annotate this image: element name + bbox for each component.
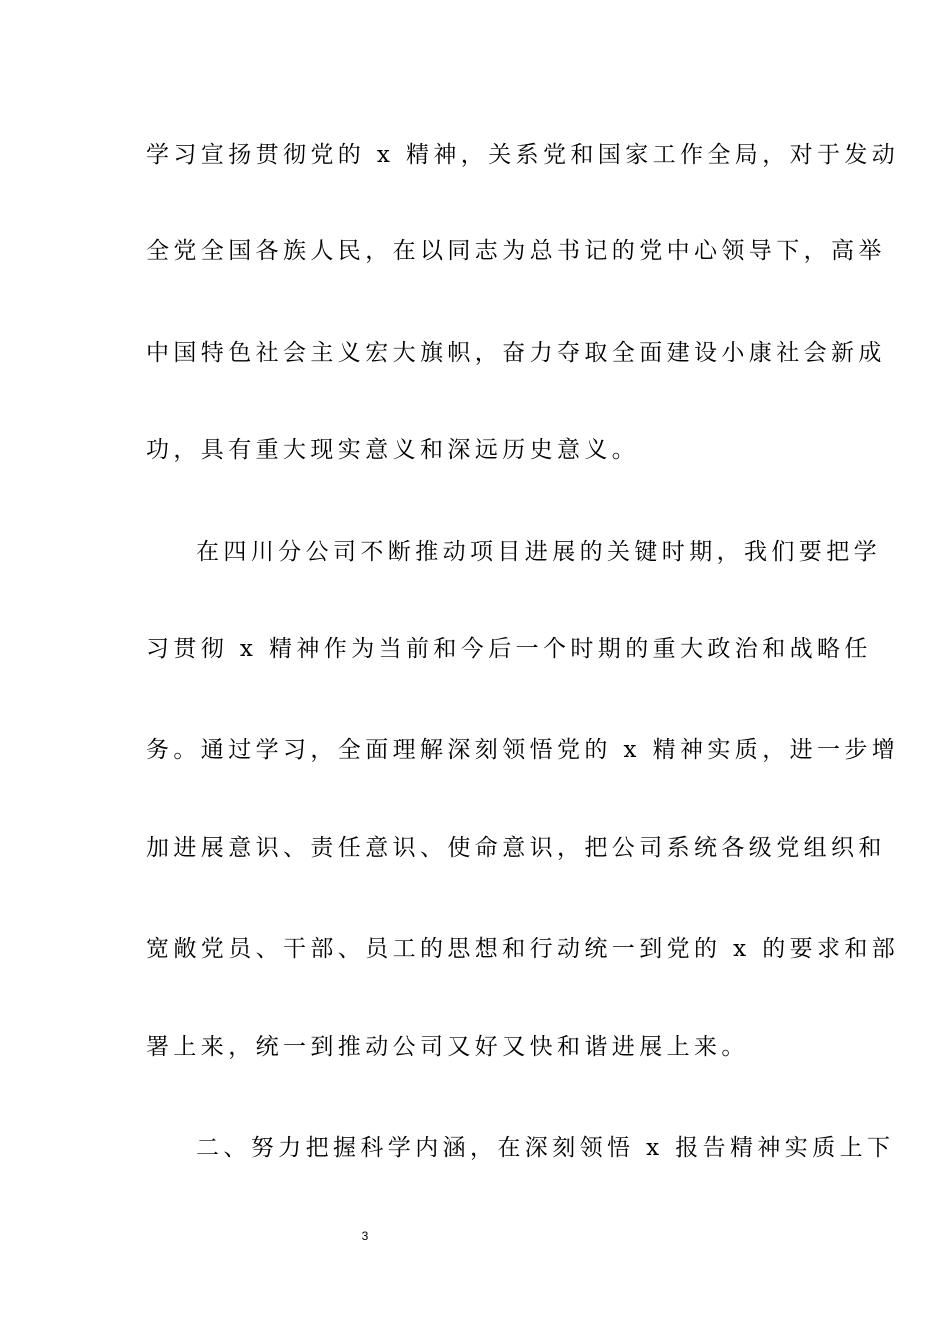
paragraph-2-line-1: 在四川分公司不断推动项目进展的关键时期，我们要把学: [196, 539, 881, 565]
paragraph-1-line-4: 功，具有重大现实意义和深远历史意义。: [146, 437, 640, 463]
paragraph-2-line-2: 习贯彻 x 精神作为当前和今后一个时期的重大政治和战略任: [146, 636, 872, 662]
paragraph-3-line-1: 二、努力把握科学内涵，在深刻领悟 x 报告精神实质上下: [196, 1135, 895, 1161]
paragraph-2-line-3: 务。通过学习，全面理解深刻领悟党的 x 精神实质，进一步增: [146, 737, 900, 763]
paragraph-2-line-4: 加进展意识、责任意识、使命意识，把公司系统各级党组织和: [146, 835, 886, 861]
paragraph-1-line-1: 学习宣扬贯彻党的 x 精神，关系党和国家工作全局，对于发动: [146, 142, 900, 168]
page-number: 3: [361, 1229, 369, 1243]
paragraph-2-line-5: 宽敞党员、干部、员工的思想和行动统一到党的 x 的要求和部: [146, 936, 900, 962]
paragraph-1-line-2: 全党全国各族人民，在以同志为总书记的党中心领导下，高举: [146, 238, 886, 264]
paragraph-1-line-3: 中国特色社会主义宏大旗帜，奋力夺取全面建设小康社会新成: [146, 340, 886, 366]
paragraph-2-line-6: 署上来，统一到推动公司又好又快和谐进展上来。: [146, 1034, 749, 1060]
